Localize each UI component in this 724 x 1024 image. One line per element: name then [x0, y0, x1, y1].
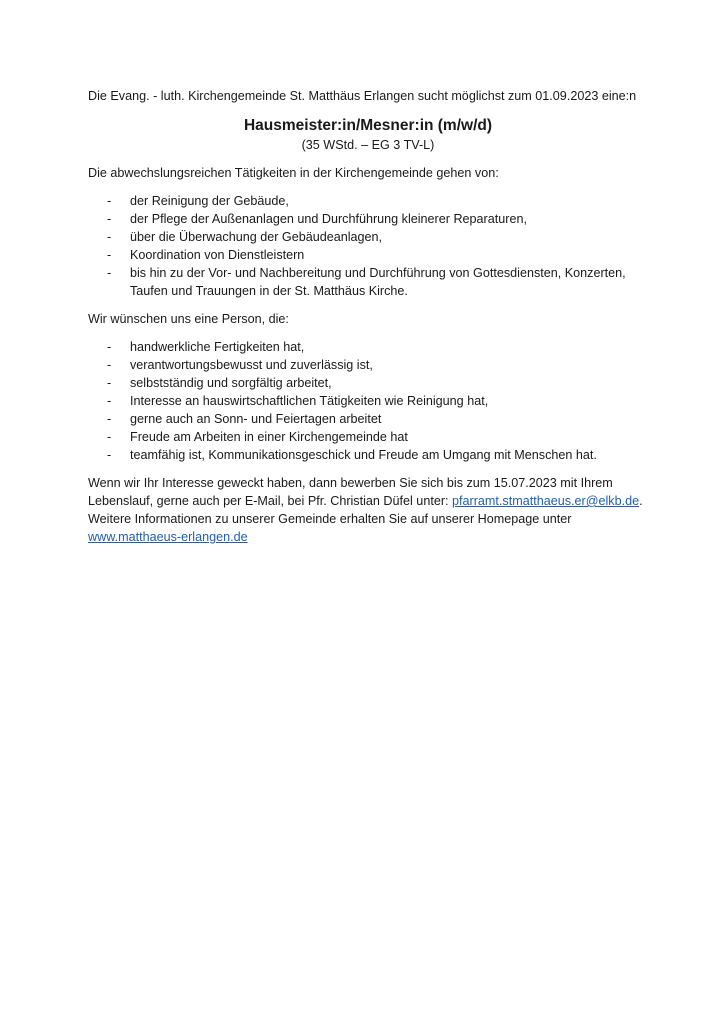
- email-link[interactable]: pfarramt.stmatthaeus.er@elkb.de: [452, 494, 640, 508]
- intro-text: Die Evang. - luth. Kirchengemeinde St. Matthäus Erlangen sucht möglichst zum 01.09.2023 eine:n: [88, 89, 637, 103]
- tasks-heading: Die abwechslungsreichen Tätigkeiten in der Kirchengemeinde gehen von:: [88, 166, 499, 180]
- homepage-text: Weitere Informationen zu unserer Gemeinde erhalten Sie auf unserer Homepage unter: [88, 512, 572, 526]
- wish-text: gerne auch an Sonn- und Feiertagen arbeitet: [130, 412, 382, 426]
- task-item: [88, 264, 648, 300]
- wish-text: verantwortungsbewusst und zuverlässig ist,: [130, 358, 373, 372]
- wish-item: [88, 338, 648, 356]
- wish-item: [88, 446, 648, 464]
- wish-text: Freude am Arbeiten in einer Kirchengemeinde hat: [130, 430, 408, 444]
- job-subtitle: (35 WStd. – EG 3 TV-L): [301, 138, 435, 152]
- list-dash: -: [107, 266, 112, 280]
- task-item: [88, 210, 648, 228]
- task-text: Koordination von Dienstleistern: [130, 248, 305, 262]
- task-text: über die Überwachung der Gebäudeanlagen,: [130, 230, 383, 244]
- list-dash: -: [107, 412, 112, 426]
- task-item: [88, 192, 648, 210]
- list-dash: -: [107, 340, 112, 354]
- wishes-heading: Wir wünschen uns eine Person, die:: [88, 312, 289, 326]
- tasks-list: [88, 192, 648, 300]
- list-dash: -: [107, 212, 112, 226]
- list-dash: -: [107, 448, 112, 462]
- wish-text: Interesse an hauswirtschaftlichen Tätigkeiten wie Reinigung hat,: [130, 394, 489, 408]
- wish-item: [88, 374, 648, 392]
- list-dash: -: [107, 376, 112, 390]
- list-dash: -: [107, 358, 112, 372]
- wish-text: teamfähig ist, Kommunikationsgeschick und Freude am Umgang mit Menschen hat.: [130, 448, 597, 462]
- list-dash: -: [107, 394, 112, 408]
- wish-item: [88, 428, 648, 446]
- wish-text: handwerkliche Fertigkeiten hat,: [130, 340, 305, 354]
- task-item: [88, 246, 648, 264]
- list-dash: -: [107, 194, 112, 208]
- list-dash: -: [107, 248, 112, 262]
- closing-paragraph: [88, 474, 648, 546]
- wishes-list: [88, 338, 648, 464]
- closing-period: .: [639, 494, 643, 508]
- list-dash: -: [107, 430, 112, 444]
- task-text: der Pflege der Außenanlagen und Durchführung kleinerer Reparaturen,: [130, 212, 527, 226]
- task-text: bis hin zu der Vor- und Nachbereitung und Durchführung von Gottesdiensten, Konzerten, Taufen und Trauungen in der St. Matthäus Kirche.: [130, 266, 626, 298]
- wish-text: selbstständig und sorgfältig arbeitet,: [130, 376, 332, 390]
- task-item: [88, 228, 648, 246]
- wish-item: [88, 356, 648, 374]
- wish-item: [88, 410, 648, 428]
- website-link[interactable]: www.matthaeus-erlangen.de: [88, 530, 248, 544]
- task-text: der Reinigung der Gebäude,: [130, 194, 289, 208]
- document-body: [88, 87, 648, 546]
- job-title: Hausmeister:in/Mesner:in (m/w/d): [243, 117, 493, 134]
- list-dash: -: [107, 230, 112, 244]
- closing-text: Wenn wir Ihr Interesse geweckt haben, dann bewerben Sie sich bis zum 15.07.2023 mit Ihrem Lebenslauf, gerne auch per E-Mail, bei Pfr. Christian Düfel unter:: [88, 476, 613, 508]
- wish-item: [88, 392, 648, 410]
